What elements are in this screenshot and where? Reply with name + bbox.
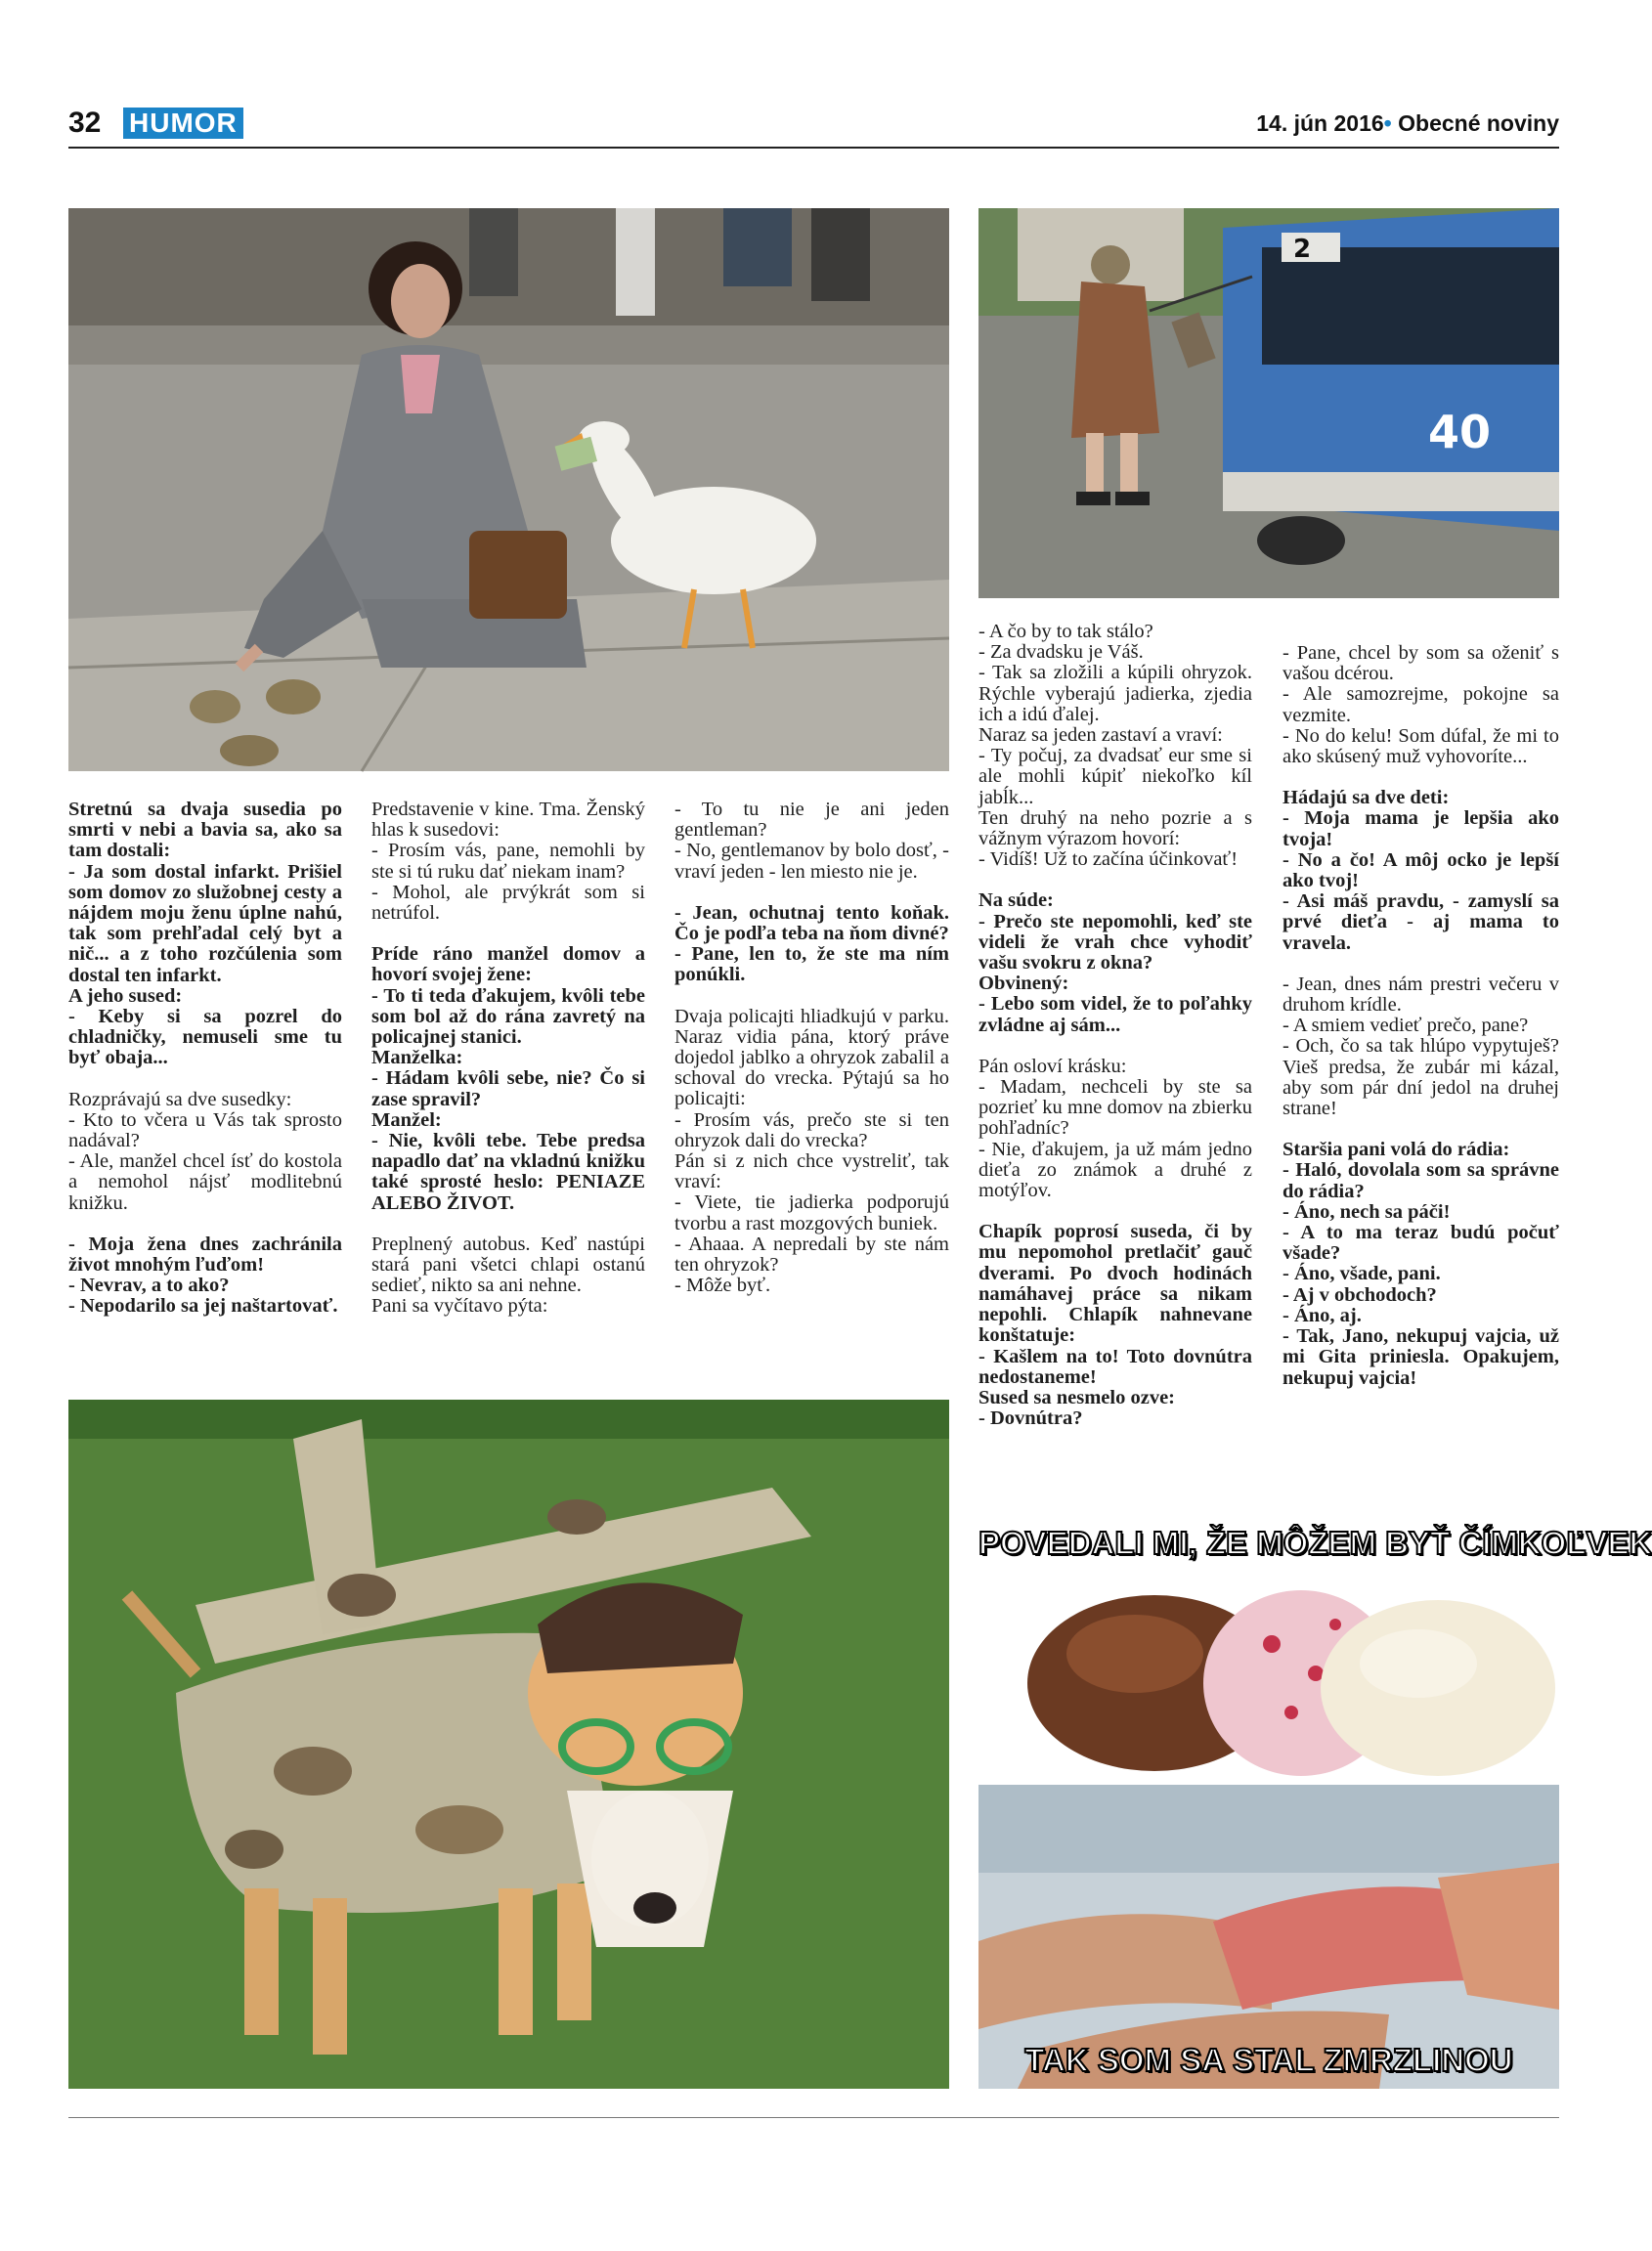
joke-paragraph (68, 1233, 348, 1318)
joke-line: - A čo by to tak stálo? (978, 621, 1153, 642)
joke-paragraph (1282, 642, 1565, 768)
joke-line: - Madam, nechceli by ste sa pozrieť ku mne domov na zbierku pohľadníc? (978, 1076, 1258, 1140)
joke-line: - Jean, dnes nám prestri večeru v druhom krídle. (1282, 973, 1565, 1017)
duck-photo (68, 208, 949, 771)
route-number: 2 (1293, 235, 1312, 264)
bus-number: 40 (1428, 406, 1492, 458)
joke-line: - Ahaaa. A nepredali by ste nám ten ohryzok? (674, 1233, 955, 1277)
joke-line: - Haló, dovolala som sa správne do rádia? (1282, 1159, 1565, 1202)
joke-line: - A smiem vedieť prečo, pane? (1282, 1015, 1529, 1037)
joke-line: Ten druhý na neho pozrie a s vážnym výrazom hovorí: (978, 806, 1258, 850)
joke-line: - Prečo ste nepomohli, keď ste videli že vrah chce vyhodiť vašu svokru z okna? (978, 910, 1258, 974)
icecream-meme-caption: POVEDALI MI, ŽE MÔŽEM BYŤ ČÍMKOĽVEK (978, 1525, 1652, 1561)
joke-line: - Lebo som videl, že to poľahky zvládne aj sám... (978, 993, 1258, 1036)
joke-line: - Moja žena dnes zachránila život mnohým ľuďom! (68, 1233, 348, 1277)
text-column-2 (371, 799, 651, 1338)
joke-line: - Za dvadsku je Váš. (978, 641, 1144, 664)
page-header (68, 106, 1559, 141)
sunburn-meme-caption: TAK SOM SA STAL ZMRZLINOU (1024, 2042, 1513, 2078)
joke-line: Pán si z nich chce vystreliť, tak vraví: (674, 1150, 955, 1193)
joke-paragraph (371, 943, 651, 1214)
dog-photo-illustration (68, 1400, 949, 2089)
icecream-meme (978, 1517, 1652, 1779)
joke-line: - No do kelu! Som dúfal, že mi to ako skúsený muž vyhovoríte... (1282, 724, 1565, 768)
joke-line: - Moja mama je lepšia ako tvoja! (1282, 807, 1565, 850)
joke-line: - Kašlem na to! Toto dovnútra nedostaneme! (978, 1345, 1258, 1388)
joke-line: Obvinený: (978, 973, 1069, 995)
joke-line: - Viete, tie jadierka podporujú tvorbu a rast mozgových buniek. (674, 1191, 955, 1234)
bus-photo (978, 208, 1559, 598)
joke-paragraph (371, 799, 651, 925)
joke-line: Naraz sa jeden zastaví a vraví: (978, 724, 1223, 747)
issue-info (1256, 106, 1559, 141)
joke-line: - Nie, ďakujem, ja už mám jedno dieťa zo známok a druhé z motýľov. (978, 1138, 1258, 1202)
joke-line: - Tak sa zložili a kúpili ohryzok. Rýchle vyberajú jadierka, zjedia ich a idú ďalej. (978, 662, 1258, 725)
joke-line: Manžel: (371, 1108, 442, 1131)
text-column-4 (978, 621, 1258, 1450)
joke-line: - Jean, ochutnaj tento koňak. Čo je podľa teba na ňom divné? (674, 901, 955, 945)
joke-line: - Prosím vás, prečo ste si ten ohryzok dali do vrecka? (674, 1108, 955, 1151)
joke-paragraph (978, 1055, 1258, 1202)
joke-line: Pani sa vyčítavo pýta: (371, 1295, 548, 1318)
joke-line: - Ja som dostal infarkt. Prišiel som domov zo služobnej cesty a nájdem moju ženu úplne nahú, tak som prehľadal celý byt a nič... a z toho rozčúlenia som dostal ten infarkt. (68, 860, 348, 986)
joke-paragraph (1282, 1139, 1565, 1389)
joke-line: Preplnený autobus. Keď nastúpi stará pani všetci chlapi ostanú sedieť, nikto sa ani nehne. (371, 1233, 651, 1297)
joke-line: - Asi máš pravdu, - zamyslí sa prvé dieťa - aj mama to vravela. (1282, 890, 1565, 954)
joke-line: - Áno, všade, pani. (1282, 1263, 1441, 1285)
joke-line: - No, gentlemanov by bolo dosť, - vraví jeden - len miesto nie je. (674, 840, 955, 883)
joke-line: - Nevrav, a to ako? (68, 1275, 230, 1297)
joke-paragraph (674, 799, 955, 883)
joke-paragraph (1282, 787, 1565, 954)
joke-line: - Aj v obchodoch? (1282, 1283, 1437, 1306)
footer-rule (68, 2117, 1559, 2118)
joke-line: - Ale samozrejme, pokojne sa vezmite. (1282, 683, 1565, 726)
joke-paragraph (1282, 973, 1565, 1120)
joke-line: Manželka: (371, 1047, 463, 1069)
joke-line: - Och, čo sa tak hlúpo vypytuješ? Vieš predsa, že zubár mi kázal, aby som pár dní jedol na druhej strane! (1282, 1035, 1565, 1120)
issue-date: 14. jún 2016 (1256, 110, 1384, 136)
joke-line: - Mohol, ale prvýkrát som si netrúfol. (371, 881, 651, 925)
joke-line: - Pane, len to, že ste ma ním ponúkli. (674, 943, 955, 986)
text-column-1 (68, 799, 348, 1338)
joke-line: - To tu nie je ani jeden gentleman? (674, 799, 955, 842)
joke-paragraph (68, 1088, 348, 1214)
dog-photo (68, 1400, 949, 2089)
joke-line: Stretnú sa dvaja susedia po smrti v nebi a bavia sa, ako sa tam dostali: (68, 799, 348, 862)
joke-line: - Ty počuj, za dvadsať eur sme si ale mohli kúpiť niekoľko kíl jabĺk... (978, 745, 1258, 808)
bus-photo-illustration (978, 208, 1559, 598)
header-rule (68, 147, 1559, 149)
text-column-3 (674, 799, 955, 1317)
joke-line: Predstavenie v kine. Tma. Ženský hlas k susedovi: (371, 799, 651, 842)
sunburn-meme (978, 1785, 1559, 2089)
joke-line: - Dovnútra? (978, 1407, 1083, 1430)
joke-line: - Ale, manžel chcel ísť do kostola a nemohol nájsť modlitebnú knižku. (68, 1150, 348, 1214)
text-column-5 (1282, 642, 1565, 1409)
joke-paragraph (978, 1221, 1258, 1430)
joke-paragraph (978, 621, 1258, 871)
joke-line: - Prosím vás, pane, nemohli by ste si tú ruku dať niekam inam? (371, 840, 651, 883)
joke-line: Hádajú sa dve deti: (1282, 787, 1450, 809)
joke-line: Pán osloví krásku: (978, 1055, 1127, 1077)
publication-name: Obecné noviny (1398, 110, 1559, 136)
joke-paragraph (68, 799, 348, 1069)
joke-line: A jeho sused: (68, 984, 183, 1007)
joke-line: - Áno, aj. (1282, 1304, 1362, 1326)
joke-line: Sused sa nesmelo ozve: (978, 1386, 1176, 1408)
joke-line: - Tak, Jano, nekupuj vajcia, už mi Gita priniesla. Opakujem, nekupuj vajcia! (1282, 1325, 1565, 1389)
joke-line: - Keby si sa pozrel do chladničky, nemuseli sme tu byť obaja... (68, 1006, 348, 1069)
joke-line: - Hádam kvôli sebe, nie? Čo si zase spravil? (371, 1067, 651, 1110)
joke-line: Rozprávajú sa dve susedky: (68, 1088, 292, 1110)
joke-line: - Môže byť. (674, 1275, 771, 1297)
joke-line: - Nepodarilo sa jej naštartovať. (68, 1295, 338, 1318)
joke-line: - A to ma teraz budú počuť všade? (1282, 1222, 1565, 1265)
joke-line: Príde ráno manžel domov a hovorí svojej žene: (371, 943, 651, 986)
joke-paragraph (371, 1233, 651, 1318)
joke-line: Chapík poprosí suseda, či by mu nepomohol pretlačiť gauč dverami. Po dvoch hodinách namáhavej práce sa nikam nepohli. Chlapík nahnevane konštatuje: (978, 1221, 1258, 1347)
joke-line: - Pane, chcel by som sa oženiť s vašou dcérou. (1282, 642, 1565, 685)
joke-line: Na súde: (978, 889, 1054, 912)
page-number: 32 (68, 107, 102, 139)
joke-line: Dvaja policajti hliadkujú v parku. Naraz vidia pána, ktorý práve dojedol jablko a ohryzok zabalil a schoval do vrecka. Pýtajú sa ho policajti: (674, 1005, 955, 1110)
bullet-icon: • (1383, 110, 1392, 136)
joke-line: - Kto to včera u Vás tak sprosto nadával? (68, 1108, 348, 1152)
joke-line: - Vidíš! Už to začína účinkovať! (978, 848, 1239, 871)
joke-line: Staršia pani volá do rádia: (1282, 1139, 1510, 1161)
joke-paragraph (674, 1005, 955, 1297)
joke-line: - Áno, nech sa páči! (1282, 1200, 1451, 1223)
joke-line: - Nie, kvôli tebe. Tebe predsa napadlo dať na vkladnú knižku také sprosté heslo: PENIAZE ALEBO ŽIVOT. (371, 1130, 651, 1214)
joke-line: - No a čo! A môj ocko je lepší ako tvoj! (1282, 848, 1565, 892)
joke-line: - To ti teda ďakujem, kvôli tebe som bol až do rána zavretý na policajnej stanici. (371, 984, 651, 1049)
duck-photo-illustration (68, 208, 949, 771)
section-label: HUMOR (123, 108, 243, 139)
joke-paragraph (674, 901, 955, 986)
joke-paragraph (978, 889, 1258, 1036)
